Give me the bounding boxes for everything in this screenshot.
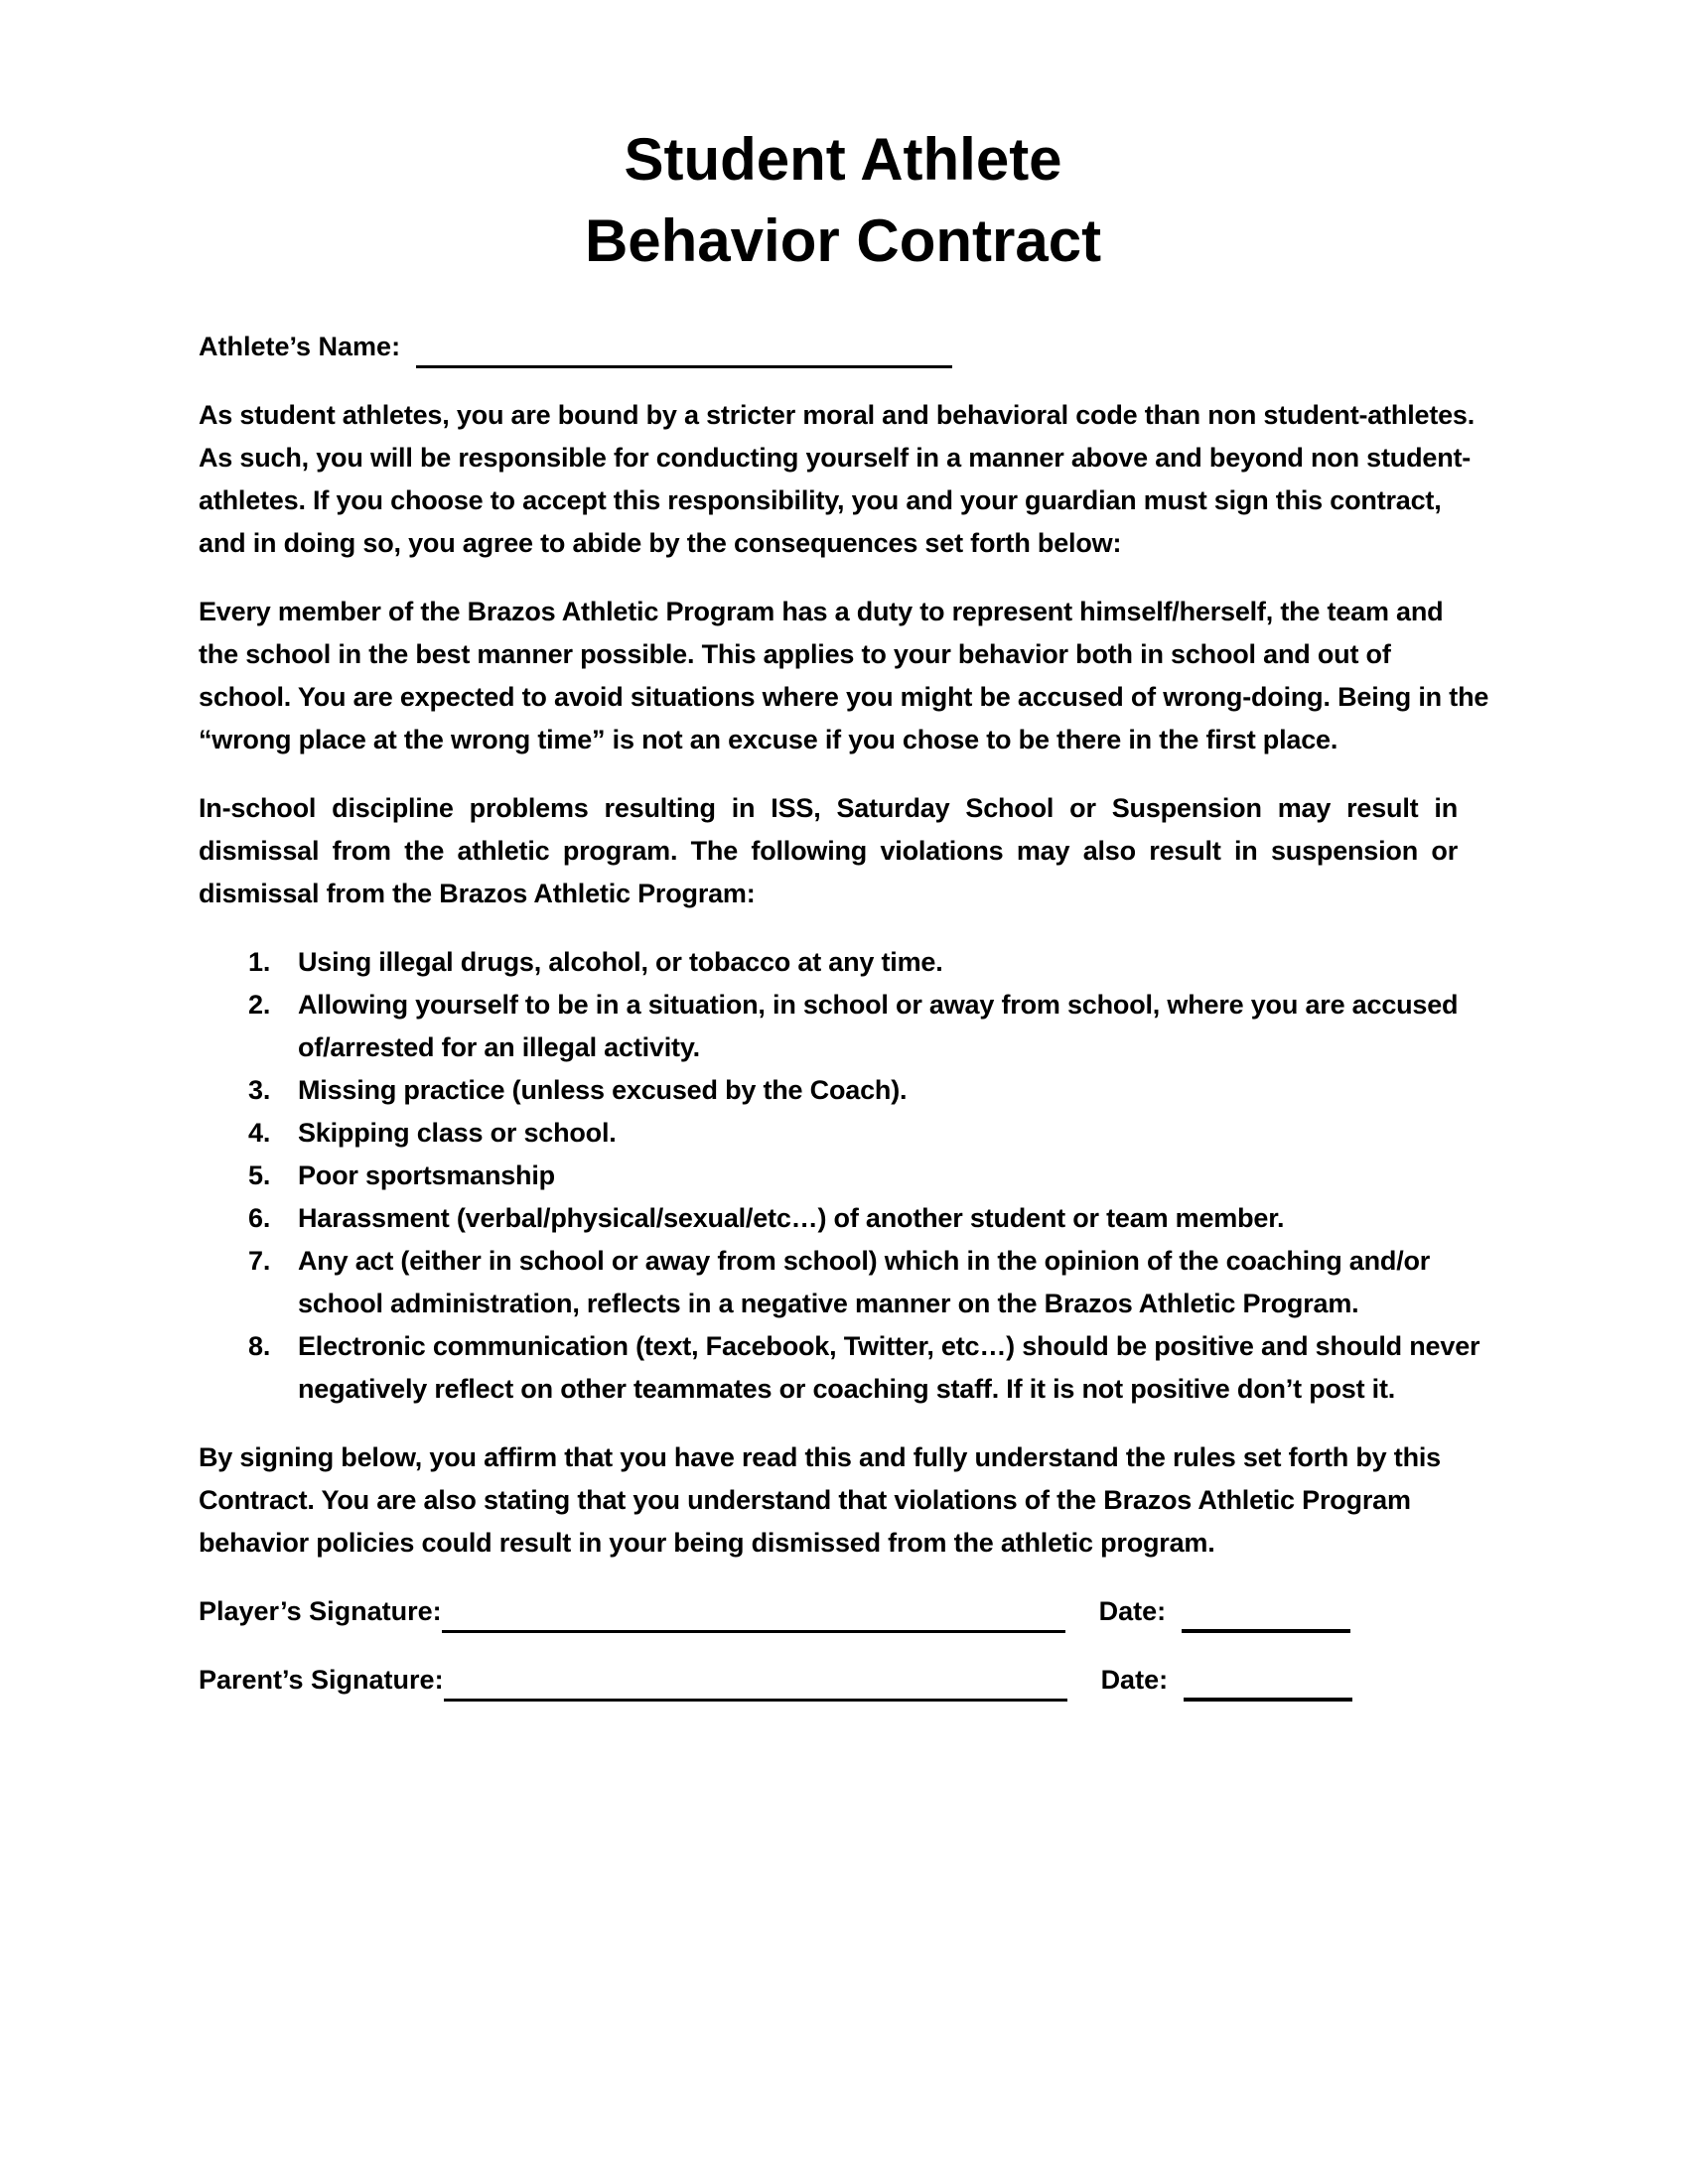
- list-item-text: Harassment (verbal/physical/sexual/etc…) of another student or team member.: [298, 1203, 1285, 1233]
- intro-paragraph: As student athletes, you are bound by a stricter moral and behavioral code than non student-athletes. As such, you will be responsible for conducting yourself in a manner above and beyond non student-athletes. If you choose to accept this responsibility, you and your guardian must sign this contract, and in doing so, you agree to abide by the consequences set forth below:: [199, 400, 1476, 558]
- list-item: [199, 1197, 1489, 1240]
- list-item: [199, 1240, 1489, 1325]
- list-item: [199, 1325, 1489, 1411]
- duty-paragraph: Every member of the Brazos Athletic Program has a duty to represent himself/herself, the team and the school in the best manner possible. This applies to your behavior both in school and out of school. You are expected to avoid situations where you might be accused of wrong-doing. Being in the “wrong place at the wrong time” is not an excuse if you chose to be there in the first place.: [199, 597, 1489, 754]
- list-item-number: 7.: [248, 1246, 271, 1276]
- list-item-text: Allowing yourself to be in a situation, in school or away from school, where you are accused of/arrested for an illegal activity.: [298, 990, 1459, 1062]
- list-item-number: 1.: [248, 947, 271, 977]
- list-item: [199, 941, 1489, 984]
- athlete-name-row: [199, 326, 1489, 368]
- player-signature-field[interactable]: [442, 1600, 1065, 1633]
- list-item-text: Skipping class or school.: [298, 1118, 617, 1148]
- parent-signature-field[interactable]: [444, 1669, 1067, 1702]
- athlete-name-label: Athlete’s Name:: [199, 332, 401, 361]
- title-line-2: Behavior Contract: [584, 207, 1102, 274]
- parent-date-field[interactable]: [1184, 1668, 1352, 1702]
- list-item-text: Poor sportsmanship: [298, 1160, 555, 1190]
- list-item: [199, 1069, 1489, 1112]
- violations-list: [199, 941, 1489, 1411]
- parent-signature-label: Parent’s Signature:: [199, 1665, 444, 1695]
- player-signature-label: Player’s Signature:: [199, 1596, 442, 1626]
- list-item-text: Electronic communication (text, Facebook, Twitter, etc…) should be positive and should never negatively reflect on other teammates or coaching staff. If it is not positive don’t post it.: [298, 1331, 1480, 1404]
- list-item: [199, 1112, 1489, 1155]
- list-item-text: Any act (either in school or away from school) which in the opinion of the coaching and/or school administration, reflects in a negative manner on the Brazos Athletic Program.: [298, 1246, 1431, 1318]
- list-item-number: 3.: [248, 1075, 271, 1105]
- list-item-text: Using illegal drugs, alcohol, or tobacco at any time.: [298, 947, 943, 977]
- list-item-number: 2.: [248, 990, 271, 1020]
- athlete-name-field[interactable]: [416, 336, 952, 368]
- list-item-number: 8.: [248, 1331, 271, 1361]
- affirm-paragraph: By signing below, you affirm that you have read this and fully understand the rules set forth by this Contract. You are also stating that you understand that violations of the Brazos Athletic Program behavior policies could result in your being dismissed from the athletic program.: [199, 1442, 1441, 1558]
- list-item: [199, 1155, 1489, 1197]
- player-date-field[interactable]: [1182, 1599, 1350, 1633]
- document-title: [199, 119, 1489, 282]
- list-item: [199, 984, 1489, 1069]
- list-item-number: 4.: [248, 1118, 271, 1148]
- parent-date-label: Date:: [1100, 1665, 1169, 1695]
- contract-page: [199, 119, 1489, 1702]
- player-signature-row: [199, 1590, 1489, 1633]
- player-date-label: Date:: [1098, 1596, 1167, 1626]
- list-item-number: 5.: [248, 1160, 271, 1190]
- discipline-paragraph: In-school discipline problems resulting in ISS, Saturday School or Suspension may result in dismissal from the athletic program. The following violations may also result in suspension or dismissal from the Brazos Athletic Program:: [199, 793, 1458, 908]
- parent-signature-row: [199, 1659, 1489, 1702]
- list-item-number: 6.: [248, 1203, 271, 1233]
- list-item-text: Missing practice (unless excused by the Coach).: [298, 1075, 908, 1105]
- title-line-1: Student Athlete: [624, 126, 1062, 193]
